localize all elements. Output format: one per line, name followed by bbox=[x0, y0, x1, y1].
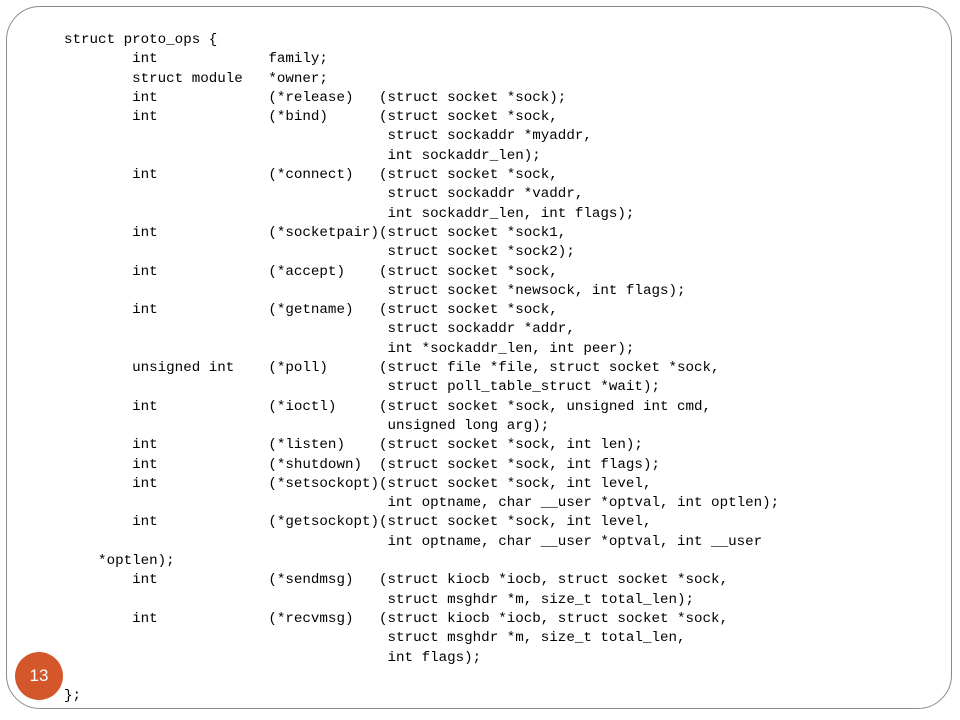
code-line: int family; bbox=[64, 51, 328, 68]
code-line: int optname, char __user *optval, int __user bbox=[64, 533, 763, 550]
code-line bbox=[64, 668, 779, 687]
code-line: int (*sendmsg) (struct kiocb *iocb, struct socket *sock, bbox=[64, 572, 729, 589]
code-line: int sockaddr_len); bbox=[64, 147, 541, 164]
code-line: int sockaddr_len, int flags); bbox=[64, 205, 635, 222]
code-line: struct sockaddr *addr, bbox=[64, 321, 575, 338]
code-line: struct sockaddr *myaddr, bbox=[64, 128, 592, 145]
code-line: *optlen); bbox=[64, 553, 175, 570]
code-block bbox=[64, 31, 779, 706]
code-line: unsigned long arg); bbox=[64, 417, 550, 434]
code-line: int flags); bbox=[64, 649, 482, 666]
code-line: struct socket *newsock, int flags); bbox=[64, 282, 686, 299]
code-line: int (*ioctl) (struct socket *sock, unsigned int cmd, bbox=[64, 398, 712, 415]
code-line: int (*shutdown) (struct socket *sock, int flags); bbox=[64, 456, 660, 473]
code-line: int (*socketpair)(struct socket *sock1, bbox=[64, 224, 567, 241]
code-line: int (*getname) (struct socket *sock, bbox=[64, 302, 558, 319]
code-line: int optname, char __user *optval, int optlen); bbox=[64, 495, 780, 512]
slide-frame bbox=[6, 6, 952, 709]
code-line: int (*bind) (struct socket *sock, bbox=[64, 109, 558, 126]
code-line: int *sockaddr_len, int peer); bbox=[64, 340, 635, 357]
code-line: int (*getsockopt)(struct socket *sock, int level, bbox=[64, 514, 652, 531]
code-line: int (*release) (struct socket *sock); bbox=[64, 89, 567, 106]
code-line: struct socket *sock2); bbox=[64, 244, 575, 261]
page-number-badge bbox=[15, 652, 63, 700]
code-line: struct msghdr *m, size_t total_len); bbox=[64, 591, 695, 608]
code-line: struct proto_ops { bbox=[64, 32, 218, 48]
code-line: int (*setsockopt)(struct socket *sock, int level, bbox=[64, 475, 652, 492]
code-line: int (*recvmsg) (struct kiocb *iocb, struct socket *sock, bbox=[64, 610, 729, 627]
code-line: int (*accept) (struct socket *sock, bbox=[64, 263, 558, 280]
code-line: }; bbox=[64, 688, 82, 705]
code-line: unsigned int (*poll) (struct file *file, struct socket *sock, bbox=[64, 360, 720, 377]
code-line: struct msghdr *m, size_t total_len, bbox=[64, 630, 686, 647]
code-line: struct module *owner; bbox=[64, 70, 328, 87]
code-line: int (*listen) (struct socket *sock, int len); bbox=[64, 437, 643, 454]
code-line: int (*connect) (struct socket *sock, bbox=[64, 167, 558, 184]
page-number: 13 bbox=[29, 666, 49, 685]
code-line: struct poll_table_struct *wait); bbox=[64, 379, 660, 396]
code-line: struct sockaddr *vaddr, bbox=[64, 186, 584, 203]
